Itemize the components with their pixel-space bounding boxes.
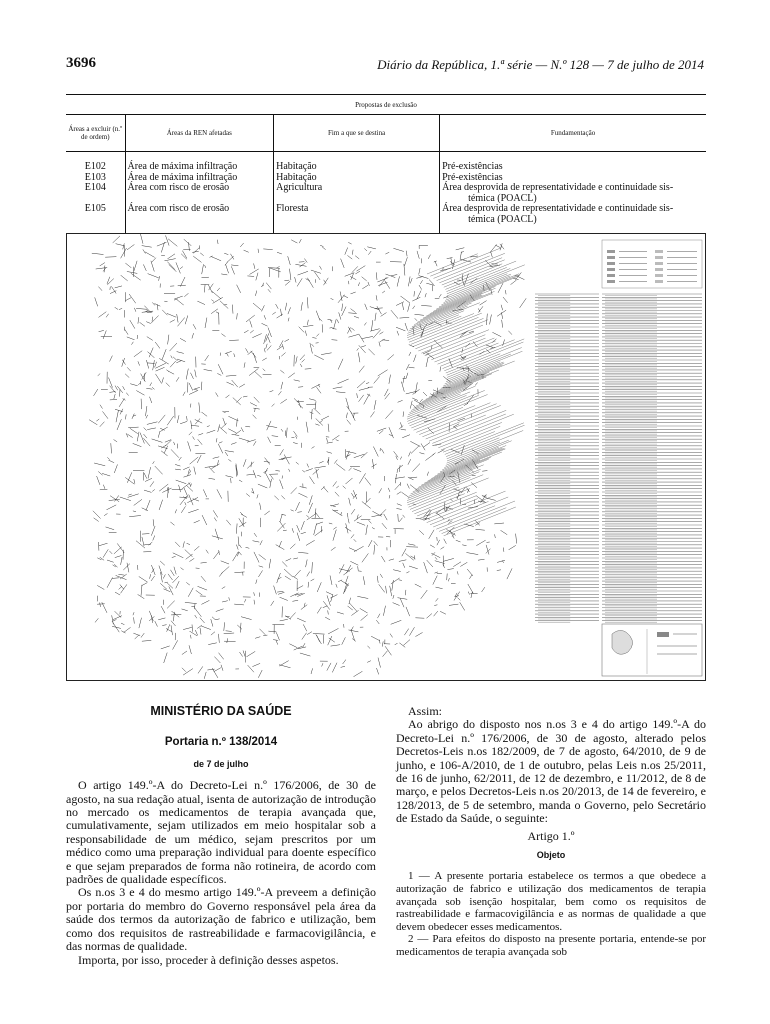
- paragraph: Importa, por isso, proceder à definição desses aspetos.: [78, 952, 339, 967]
- paragraph: O artigo 149.º-A do Decreto-Lei n.º 176/2006, de 30 de agosto, na sua redação atual, isenta de autorização de introdução no mercado os medicamentos de terapia avançada que, cumulativamente, sejam utilizados em meio hospitalar sob a responsabilidade de um médico, sejam prescritos por um médico como uma preparação individual para doente específico e que sejam preparados de forma não rotineira, de acordo com padrões de qualidade específicos.: [66, 778, 376, 887]
- portaria-title: Portaria n.º 138/2014: [164, 736, 278, 749]
- col-header-areas-ren: Áreas da REN afetadas: [125, 115, 274, 152]
- table-caption: Propostas de exclusão: [66, 95, 706, 115]
- page-number: 3696: [66, 55, 96, 71]
- article-title: Objeto: [536, 850, 566, 861]
- cell-area: Área de máxima infiltração: [125, 152, 274, 173]
- paragraph: 2 — Para efeitos do disposto na presente portaria, entende-se por medicamentos de terapia avançada sob: [396, 933, 706, 959]
- right-column: [396, 705, 706, 959]
- portaria-date: de 7 de julho: [193, 758, 249, 769]
- paragraph: Os n.os 3 e 4 do mesmo artigo 149.º-A preveem a definição por portaria do membro do Governo responsável pela área da saúde dos termos da autorização de fabrico e utilização, bem como dos requisitos de rastreabilidade e farmacovigilância, e das normas de qualidade.: [66, 885, 376, 954]
- exclusion-table: [66, 94, 706, 240]
- cell-area: Área com risco de erosão: [125, 183, 274, 204]
- cell-id: E105: [66, 204, 125, 240]
- running-title: Diário da República, 1.ª série — N.º 128 — 7 de julho de 2014: [377, 57, 704, 72]
- cell-area: Área com risco de erosão: [125, 204, 274, 240]
- table-header-row: [66, 115, 706, 152]
- col-header-fundamentacao: Fundamentação: [440, 115, 706, 152]
- cell-id: E103: [66, 173, 125, 184]
- cell-fim: Habitação: [274, 173, 440, 184]
- cell-fund-line: Área desprovida de representatividade e continuidade sis-: [442, 203, 674, 214]
- cell-fund: Pré-existências: [442, 161, 503, 172]
- article-heading: Artigo 1.º: [527, 828, 575, 843]
- left-column: [66, 705, 376, 967]
- col-header-areas-excluir: Áreas a excluir (n.º de ordem): [66, 115, 125, 152]
- cell-area: Área de máxima infiltração: [125, 173, 274, 184]
- cell-fund-line: témica (POACL): [468, 213, 537, 225]
- cell-fund: Pré-existências: [442, 171, 503, 183]
- cell-fund: [440, 183, 706, 204]
- ren-map-figure: [66, 233, 706, 681]
- ren-map-image: [67, 234, 705, 680]
- table-row: [66, 152, 706, 173]
- cell-fund-line: Área desprovida de representatividade e continuidade sis-: [442, 182, 674, 193]
- col-header-fim: Fim a que se destina: [274, 115, 440, 152]
- cell-id: E104: [66, 183, 125, 204]
- paragraph: Ao abrigo do disposto nos n.os 3 e 4 do artigo 149.º-A do Decreto-Lei n.º 176/2006, de 30 de agosto, alterado pelos Decretos-Leis n.os 182/2009, de 7 de agosto, 64/2010, de 9 de junho, e 106-A/2010, de 1 de outubro, pelas Leis n.os 25/2011, de 16 de junho, 62/2011, de 12 de dezembro, e 11/2012, de 8 de março, e pelos Decretos-Leis n.os 20/2013, de 14 de fevereiro, e 128/2013, de 5 de setembro, manda o Governo, pelo Secretário de Estado da Saúde, o seguinte:: [396, 717, 706, 826]
- paragraph: 1 — A presente portaria estabelece os termos a que obedece a autorização de fabrico e utilização dos medicamentos de terapia avançada sob isenção hospitalar, bem como os requisitos de rastreabilidade e farmacovigilância e as normas de qualidade a que devem obedecer esses medicamentos.: [396, 870, 706, 933]
- ministry-heading: MINISTÉRIO DA SAÚDE: [150, 704, 292, 718]
- cell-fund-line: témica (POACL): [468, 192, 537, 204]
- cell-fim: Floresta: [274, 204, 440, 240]
- paragraph: Assim:: [408, 704, 443, 718]
- cell-fim: Habitação: [274, 152, 440, 173]
- cell-fim: Agricultura: [274, 183, 440, 204]
- table-row: [66, 183, 706, 204]
- cell-id: E102: [66, 152, 125, 173]
